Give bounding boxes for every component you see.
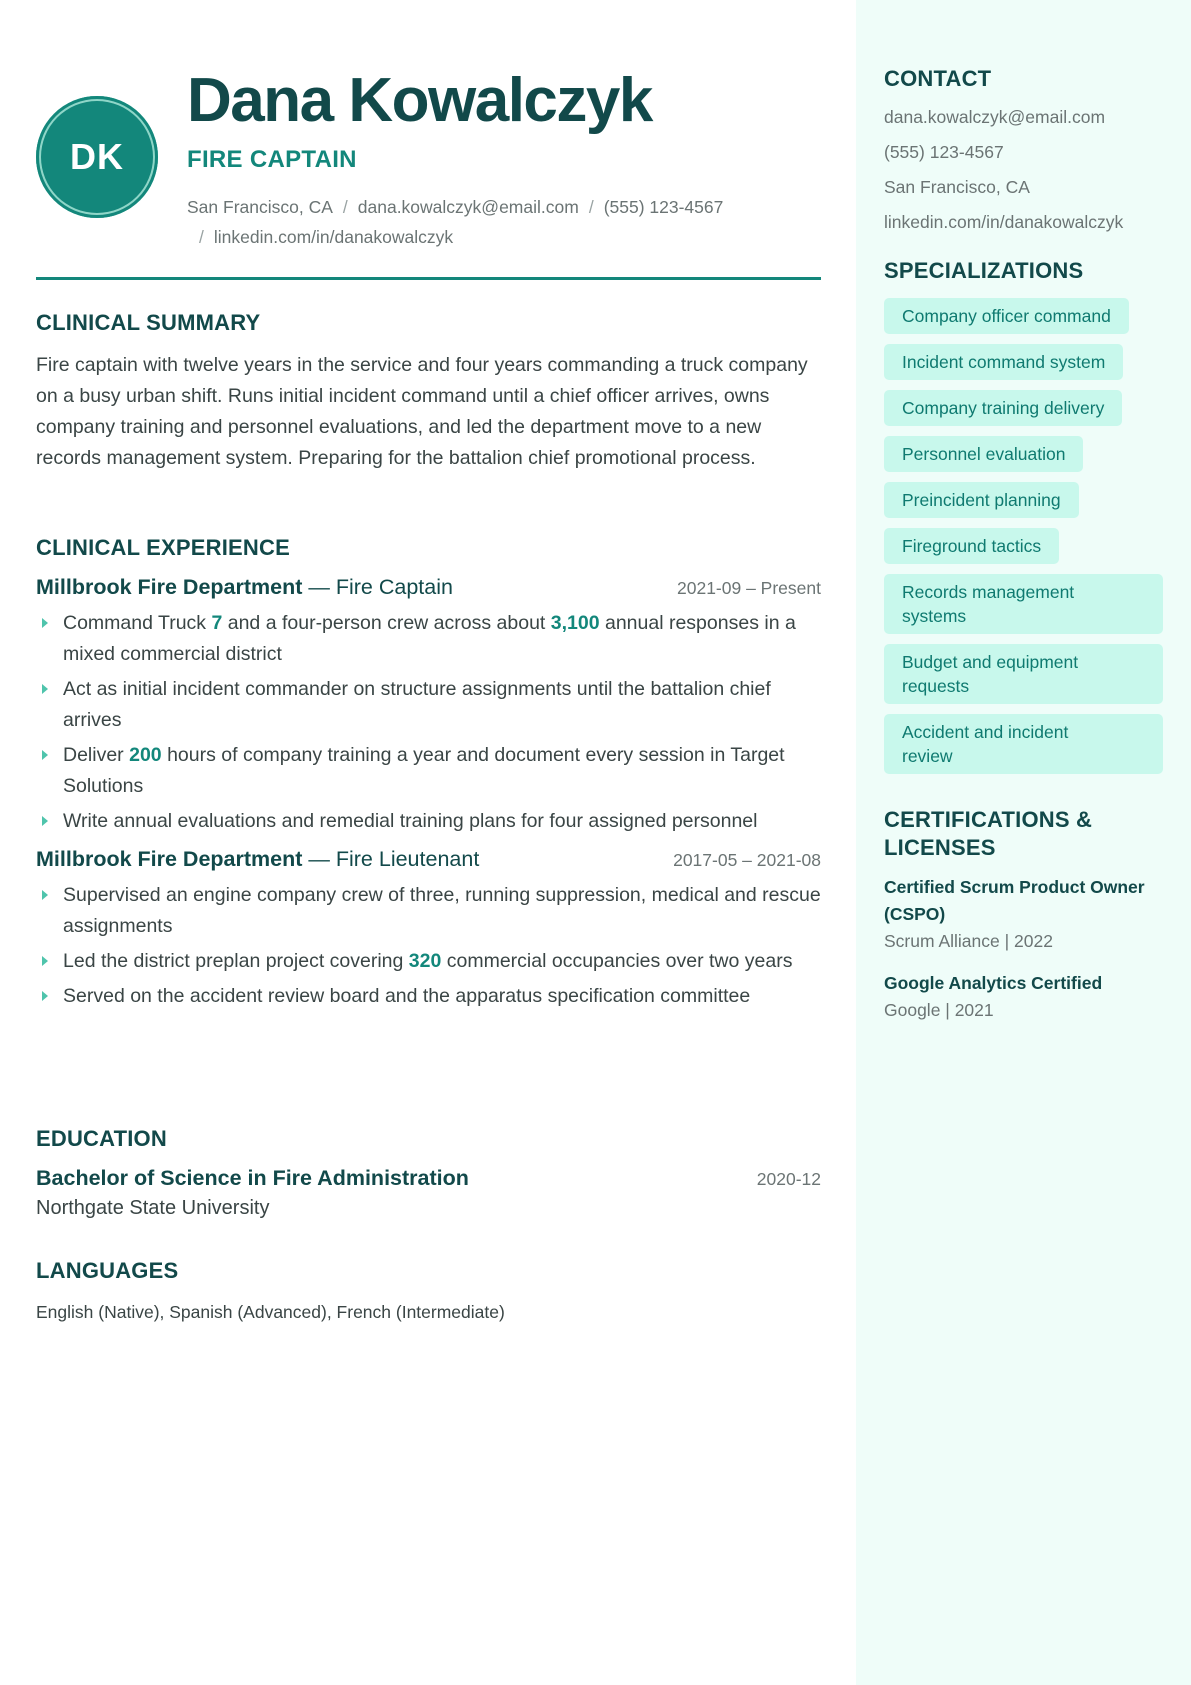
bullet-item: Command Truck 7 and a four-person crew across about 3,100 annual responses in a mixed commercial district	[36, 608, 821, 670]
specialization-chip: Accident and incident review	[884, 714, 1163, 774]
header-location: San Francisco, CA	[187, 197, 333, 217]
separator: /	[588, 197, 594, 217]
summary-heading: CLINICAL SUMMARY	[36, 310, 261, 335]
job-bullets	[36, 608, 821, 837]
contact-email[interactable]: dana.kowalczyk@email.com	[884, 107, 1106, 127]
bullet-arrow-icon	[42, 816, 48, 826]
specialization-chip: Records management systems	[884, 574, 1163, 634]
languages-text: English (Native), Spanish (Advanced), French (Intermediate)	[36, 1302, 505, 1322]
job-employer: Millbrook Fire Department	[36, 575, 303, 599]
header-divider	[36, 277, 821, 280]
header-contact-row	[187, 192, 821, 252]
certification-name: Google Analytics Certified	[884, 973, 1103, 993]
header-email[interactable]: dana.kowalczyk@email.com	[357, 197, 579, 217]
job-dates: 2017-05 – 2021-08	[673, 850, 821, 870]
degree: Bachelor of Science in Fire Administration	[36, 1166, 469, 1190]
bullet-arrow-icon	[42, 890, 48, 900]
contact-location: San Francisco, CA	[884, 177, 1030, 197]
specializations-heading: SPECIALIZATIONS	[884, 258, 1084, 283]
separator: /	[342, 197, 348, 217]
certification-name: Certified Scrum Product Owner (CSPO)	[884, 877, 1145, 924]
sidebar	[856, 0, 1191, 1685]
summary-text: Fire captain with twelve years in the service and four years commanding a truck company on a busy urban shift. Runs initial incident command until a chief officer arrives, owns company training and personnel evaluations, and led the department move to a new records management system. Preparing for the battalion chief promotional process.	[36, 354, 808, 469]
bullet-item: Act as initial incident commander on structure assignments until the battalion chief arrives	[36, 674, 821, 736]
bullet-arrow-icon	[42, 991, 48, 1001]
metric: 200	[129, 744, 162, 766]
job-header	[36, 575, 821, 600]
summary-section	[36, 310, 821, 474]
bullet-arrow-icon	[42, 750, 48, 760]
job-entry	[36, 575, 821, 837]
certifications-heading: CERTIFICATIONS & LICENSES	[884, 807, 1093, 860]
school: Northgate State University	[36, 1197, 270, 1219]
job-entry	[36, 847, 821, 1012]
specialization-chip: Budget and equipment requests	[884, 644, 1163, 704]
bullet-item: Served on the accident review board and the apparatus specification committee	[36, 981, 821, 1012]
contact-list	[884, 106, 1165, 234]
contact-heading: CONTACT	[884, 66, 992, 91]
header-phone: (555) 123-4567	[603, 197, 724, 217]
specializations-list	[884, 298, 1165, 774]
specialization-chip: Company training delivery	[884, 390, 1122, 426]
candidate-title: FIRE CAPTAIN	[187, 146, 357, 173]
specialization-chip: Preincident planning	[884, 482, 1079, 518]
languages-section	[36, 1258, 821, 1323]
metric: 320	[408, 950, 442, 972]
specialization-chip: Personnel evaluation	[884, 436, 1083, 472]
bullet-item: Led the district preplan project covering 320 commercial occupancies over two years	[36, 946, 821, 977]
certification-issuer: Google | 2021	[884, 1000, 994, 1020]
certification-entry	[884, 970, 1165, 1023]
header	[187, 64, 821, 252]
candidate-name: Dana Kowalczyk	[187, 66, 652, 135]
education-date: 2020-12	[756, 1169, 821, 1189]
avatar	[36, 96, 158, 218]
job-role: — Fire Lieutenant	[308, 847, 480, 871]
header-linkedin[interactable]: linkedin.com/in/danakowalczyk	[213, 227, 454, 247]
specialization-chip: Company officer command	[884, 298, 1129, 334]
education-section	[36, 1126, 821, 1220]
job-role: — Fire Captain	[308, 575, 453, 599]
bullet-arrow-icon	[42, 618, 48, 628]
experience-heading: CLINICAL EXPERIENCE	[36, 535, 290, 560]
job-dates: 2021-09 – Present	[677, 578, 821, 598]
education-heading: EDUCATION	[36, 1126, 167, 1151]
specialization-chip: Incident command system	[884, 344, 1123, 380]
certification-entry	[884, 874, 1165, 954]
specialization-chip: Fireground tactics	[884, 528, 1059, 564]
separator: /	[199, 227, 204, 247]
avatar-initials: DK	[70, 136, 124, 177]
bullet-arrow-icon	[42, 684, 48, 694]
bullet-item: Supervised an engine company crew of three, running suppression, medical and rescue assignments	[36, 880, 821, 942]
contact-phone: (555) 123-4567	[884, 142, 1004, 162]
metric: 7	[211, 612, 223, 634]
education-entry	[36, 1166, 821, 1191]
languages-heading: LANGUAGES	[36, 1258, 179, 1283]
certification-issuer: Scrum Alliance | 2022	[884, 931, 1053, 951]
bullet-item: Write annual evaluations and remedial training plans for four assigned personnel	[36, 806, 821, 837]
bullet-item: Deliver 200 hours of company training a year and document every session in Target Solutions	[36, 740, 821, 802]
job-header	[36, 847, 821, 872]
experience-section	[36, 535, 821, 1016]
metric: 3,100	[550, 612, 600, 634]
bullet-arrow-icon	[42, 956, 48, 966]
job-bullets	[36, 880, 821, 1012]
contact-linkedin[interactable]: linkedin.com/in/danakowalczyk	[884, 212, 1124, 232]
job-employer: Millbrook Fire Department	[36, 847, 303, 871]
